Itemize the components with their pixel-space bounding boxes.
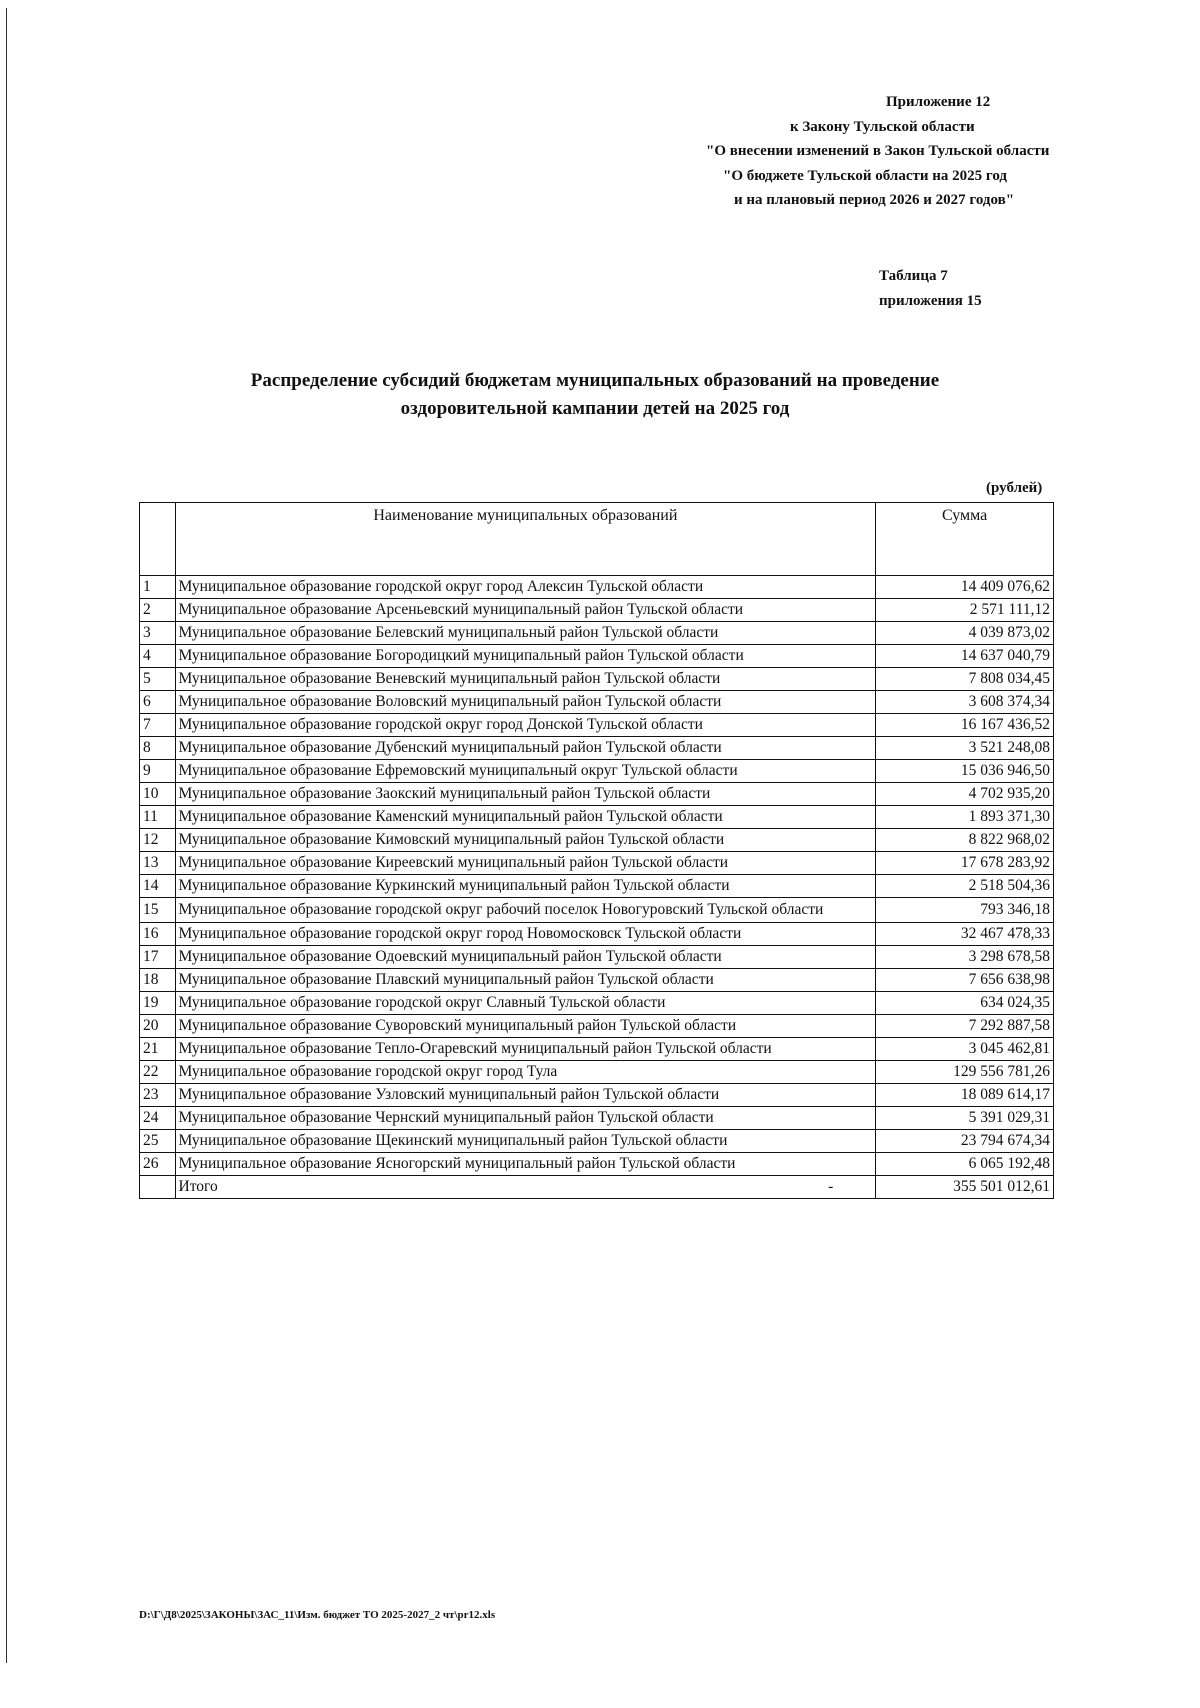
document-header (690, 90, 1070, 213)
total-mark: - (828, 1178, 834, 1195)
row-number: 16 (140, 923, 176, 946)
row-sum: 5 391 029,31 (876, 1107, 1054, 1130)
row-number: 8 (140, 737, 176, 760)
row-name: Муниципальное образование Суворовский муниципальный район Тульской области (175, 1015, 876, 1038)
table-row (140, 875, 1054, 898)
header-num (140, 503, 176, 576)
table-row (140, 992, 1054, 1015)
row-name: Муниципальное образование городской округ город Алексин Тульской области (175, 576, 876, 599)
table-reference (879, 264, 982, 314)
row-sum: 7 656 638,98 (876, 969, 1054, 992)
table-row (140, 691, 1054, 714)
table-ref-line: Таблица 7 (879, 268, 948, 284)
row-number: 6 (140, 691, 176, 714)
row-number: 11 (140, 806, 176, 829)
row-number: 13 (140, 852, 176, 875)
row-sum: 3 608 374,34 (876, 691, 1054, 714)
row-sum: 18 089 614,17 (876, 1084, 1054, 1107)
row-name: Муниципальное образование городской округ Славный Тульской области (175, 992, 876, 1015)
row-name: Муниципальное образование Одоевский муниципальный район Тульской области (175, 946, 876, 969)
row-name: Муниципальное образование городской округ рабочий поселок Новогуровский Тульской области (175, 898, 876, 923)
row-number: 20 (140, 1015, 176, 1038)
row-sum: 793 346,18 (876, 898, 1054, 923)
row-sum: 23 794 674,34 (876, 1130, 1054, 1153)
row-name: Муниципальное образование Веневский муниципальный район Тульской области (175, 668, 876, 691)
table-row (140, 1107, 1054, 1130)
table-row (140, 923, 1054, 946)
table-row (140, 829, 1054, 852)
header-line: к Закону Тульской области (790, 118, 975, 135)
row-name: Муниципальное образование Ефремовский муниципальный округ Тульской области (175, 760, 876, 783)
table-row (140, 645, 1054, 668)
row-name: Муниципальное образование Кимовский муниципальный район Тульской области (175, 829, 876, 852)
table-ref-line: приложения 15 (879, 293, 982, 309)
row-sum: 4 702 935,20 (876, 783, 1054, 806)
row-sum: 16 167 436,52 (876, 714, 1054, 737)
row-sum: 2 571 111,12 (876, 599, 1054, 622)
row-name: Муниципальное образование городской округ город Донской Тульской области (175, 714, 876, 737)
title-line: оздоровительной кампании детей на 2025 год (400, 398, 790, 419)
row-name: Муниципальное образование Узловский муниципальный район Тульской области (175, 1084, 876, 1107)
row-name: Муниципальное образование Белевский муниципальный район Тульской области (175, 622, 876, 645)
row-number: 25 (140, 1130, 176, 1153)
table-row (140, 1130, 1054, 1153)
row-name: Муниципальное образование Ясногорский муниципальный район Тульской области (175, 1153, 876, 1176)
row-name: Муниципальное образование Богородицкий муниципальный район Тульской области (175, 645, 876, 668)
row-name: Муниципальное образование Чернский муниципальный район Тульской области (175, 1107, 876, 1130)
table-header-row (140, 503, 1054, 576)
row-sum: 634 024,35 (876, 992, 1054, 1015)
row-number: 15 (140, 898, 176, 923)
row-name: Муниципальное образование Киреевский муниципальный район Тульской области (175, 852, 876, 875)
table-row (140, 783, 1054, 806)
row-name: Муниципальное образование Каменский муниципальный район Тульской области (175, 806, 876, 829)
header-line: Приложение 12 (886, 94, 991, 110)
row-name: Муниципальное образование Дубенский муниципальный район Тульской области (175, 737, 876, 760)
row-number: 23 (140, 1084, 176, 1107)
row-sum: 32 467 478,33 (876, 923, 1054, 946)
row-sum: 4 039 873,02 (876, 622, 1054, 645)
table-row (140, 760, 1054, 783)
row-sum: 6 065 192,48 (876, 1153, 1054, 1176)
scan-edge-line (6, 8, 7, 1663)
row-sum: 7 808 034,45 (876, 668, 1054, 691)
row-sum: 3 521 248,08 (876, 737, 1054, 760)
row-number: 26 (140, 1153, 176, 1176)
table-row (140, 622, 1054, 645)
header-line: "О бюджете Тульской области на 2025 год (723, 167, 1007, 184)
row-name: Муниципальное образование городской округ город Новомосковск Тульской области (175, 923, 876, 946)
row-sum: 17 678 283,92 (876, 852, 1054, 875)
title-line: Распределение субсидий бюджетам муниципальных образований на проведение (250, 370, 940, 391)
subsidy-table (139, 502, 1054, 1199)
file-path-footer: D:\Г\Д8\2025\ЗАКОНЫ\ЗАС_11\Изм. бюджет ТО 2025-2027_2 чт\pr12.xls (139, 1609, 496, 1621)
row-number: 24 (140, 1107, 176, 1130)
table-row (140, 599, 1054, 622)
total-label: Итого (178, 1178, 218, 1195)
row-number: 18 (140, 969, 176, 992)
table-row (140, 946, 1054, 969)
row-number: 10 (140, 783, 176, 806)
row-number: 12 (140, 829, 176, 852)
table-row (140, 969, 1054, 992)
units-label: (рублей) (986, 480, 1043, 496)
row-name: Муниципальное образование Куркинский муниципальный район Тульской области (175, 875, 876, 898)
table-row (140, 1153, 1054, 1176)
row-sum: 7 292 887,58 (876, 1015, 1054, 1038)
row-number: 5 (140, 668, 176, 691)
row-number: 2 (140, 599, 176, 622)
row-name: Муниципальное образование Тепло-Огаревский муниципальный район Тульской области (175, 1038, 876, 1061)
row-number: 4 (140, 645, 176, 668)
row-sum: 14 637 040,79 (876, 645, 1054, 668)
table-row (140, 576, 1054, 599)
table-row (140, 898, 1054, 923)
document-title (190, 367, 1000, 423)
total-sum: 355 501 012,61 (876, 1176, 1054, 1199)
row-number: 19 (140, 992, 176, 1015)
row-sum: 3 045 462,81 (876, 1038, 1054, 1061)
row-number: 17 (140, 946, 176, 969)
row-name: Муниципальное образование Плавский муниципальный район Тульской области (175, 969, 876, 992)
table-row (140, 714, 1054, 737)
table-row (140, 1061, 1054, 1084)
header-name: Наименование муниципальных образований (175, 503, 876, 576)
row-number: 1 (140, 576, 176, 599)
row-sum: 14 409 076,62 (876, 576, 1054, 599)
table-row (140, 1015, 1054, 1038)
row-sum: 8 822 968,02 (876, 829, 1054, 852)
total-label-cell (175, 1176, 876, 1199)
row-sum: 129 556 781,26 (876, 1061, 1054, 1084)
header-line: "О внесении изменений в Закон Тульской области (706, 143, 1050, 159)
row-number: 14 (140, 875, 176, 898)
row-number: 7 (140, 714, 176, 737)
header-sum: Сумма (876, 503, 1054, 576)
row-number: 9 (140, 760, 176, 783)
row-sum: 1 893 371,30 (876, 806, 1054, 829)
row-name: Муниципальное образование Воловский муниципальный район Тульской области (175, 691, 876, 714)
row-name: Муниципальное образование Щекинский муниципальный район Тульской области (175, 1130, 876, 1153)
table-row (140, 852, 1054, 875)
total-row (140, 1176, 1054, 1199)
row-name: Муниципальное образование Заокский муниципальный район Тульской области (175, 783, 876, 806)
total-num (140, 1176, 176, 1199)
table-row (140, 1038, 1054, 1061)
row-sum: 2 518 504,36 (876, 875, 1054, 898)
row-name: Муниципальное образование Арсеньевский муниципальный район Тульской области (175, 599, 876, 622)
header-line: и на плановый период 2026 и 2027 годов" (734, 192, 1015, 208)
row-sum: 3 298 678,58 (876, 946, 1054, 969)
table-row (140, 668, 1054, 691)
table-row (140, 806, 1054, 829)
row-number: 21 (140, 1038, 176, 1061)
row-number: 22 (140, 1061, 176, 1084)
row-sum: 15 036 946,50 (876, 760, 1054, 783)
table-row (140, 737, 1054, 760)
row-name: Муниципальное образование городской округ город Тула (175, 1061, 876, 1084)
table-row (140, 1084, 1054, 1107)
row-number: 3 (140, 622, 176, 645)
